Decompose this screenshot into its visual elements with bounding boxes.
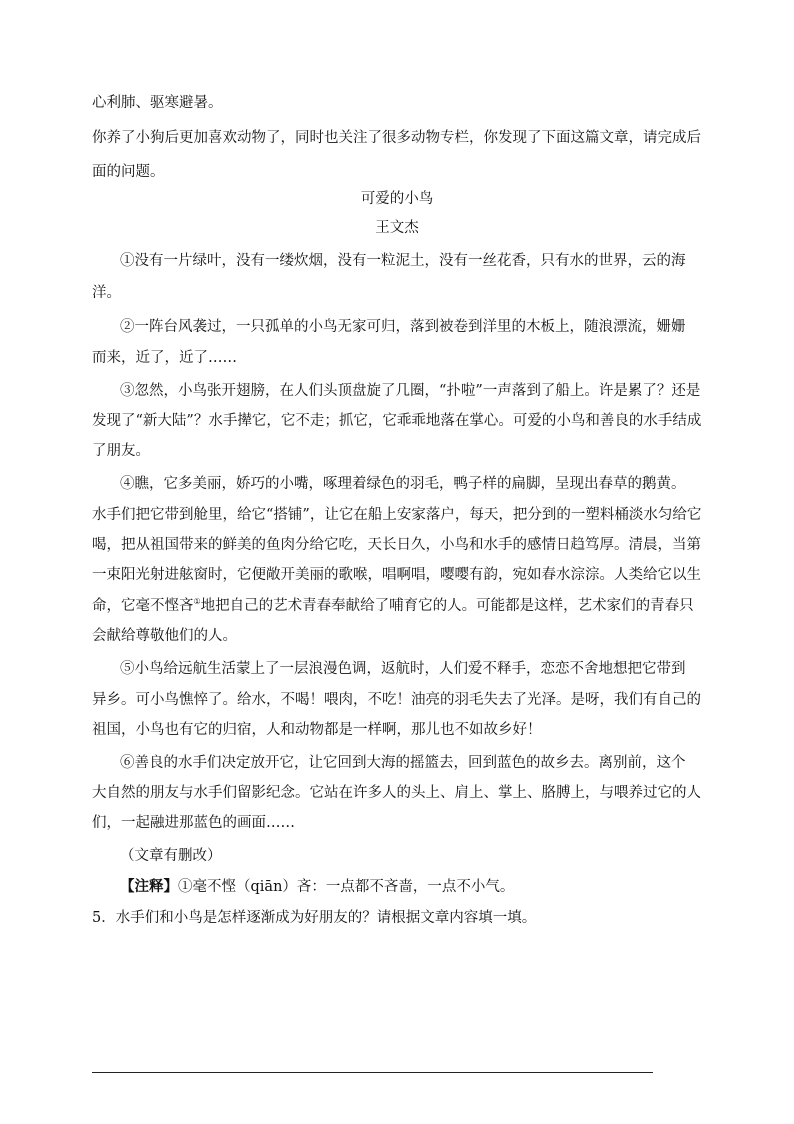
answer-line <box>92 1072 653 1073</box>
paragraph-2-line-1: ②一阵台风袭过，一只孤单的小鸟无家可归，落到被卷到洋里的木板上，随浪漂流，姗姗 <box>120 319 686 335</box>
paragraph-3-line-3: 了朋友。 <box>92 443 150 459</box>
paragraph-1-line-2: 洋。 <box>92 285 121 301</box>
intro-line-1: 心利肺、驱寒避暑。 <box>92 95 223 111</box>
paragraph-2-line-2: 而来，近了，近了…… <box>92 350 237 366</box>
article-author: 王文杰 <box>375 220 419 236</box>
paragraph-6-line-3: 们，一起融进那蓝色的画面…… <box>92 815 295 831</box>
intro-line-2-text: 你养了小狗后更加喜欢动物了，同时也关注了很多动物专栏，你发现了下面这篇文章，请完成后 <box>92 130 701 146</box>
paragraph-4-line-5 <box>92 596 694 616</box>
paragraph-5-line-1: ⑤小鸟给远航生活蒙上了一层浪漫色调，返航时，人们爱不释手，恋恋不舍地想把它带到 <box>120 661 686 677</box>
paragraph-6-line-1: ⑥善良的水手们决定放开它，让它回到大海的摇篮去，回到蓝色的故乡去。离别前，这个 <box>120 755 686 771</box>
paragraph-5-line-3: 祖国，小鸟也有它的归宿，人和动物都是一样啊，那儿也不如故乡好！ <box>92 722 542 738</box>
article-title: 可爱的小鸟 <box>360 191 434 207</box>
paragraph-6-line-2: 大自然的朋友与水手们留影纪念。它站在许多人的头上、肩上、掌上、胳膊上，与喂养过它的人 <box>92 785 701 801</box>
paragraph-4-line-5-a: 命，它毫不悭吝 <box>92 598 194 614</box>
paragraph-4-line-6: 会献给尊敬他们的人。 <box>92 628 237 644</box>
annotation-text: ①毫不悭（qiān）吝：一点都不吝啬，一点不小气。 <box>178 879 515 895</box>
paragraph-3-line-1: ③忽然，小鸟张开翅膀，在人们头顶盘旋了几圈，“扑啦”一声落到了船上。许是累了？还是 <box>120 383 701 399</box>
paragraph-5-line-2: 异乡。可小鸟憔悴了。给水，不喝！喂肉，不吃！油亮的羽毛失去了光泽。是呀，我们有自己的 <box>92 692 701 708</box>
intro-line-3: 面的问题。 <box>92 164 165 180</box>
annotation-label: 【注释】 <box>120 878 178 895</box>
footnote-marker: ① <box>193 597 201 607</box>
paragraph-4-line-3: 喝，把从祖国带来的鲜美的鱼肉分给它吃，天长日久，小鸟和水手的感情日趋笃厚。清晨，当第 <box>92 537 701 553</box>
paragraph-4-line-2: 水手们把它带到舱里，给它“搭铺”，让它在船上安家落户，每天，把分到的一塑料桶淡水匀给它 <box>92 507 702 523</box>
paragraph-4-line-1: ④瞧，它多美丽，娇巧的小嘴，啄理着绿色的羽毛，鸭子样的扁脚，呈现出春草的鹅黄。 <box>120 476 686 492</box>
question-5: 5．水手们和小鸟是怎样逐渐成为好朋友的？请根据文章内容填一填。 <box>92 910 537 926</box>
paragraph-4-line-5-b: 地把自己的艺术青春奉献给了哺育它的人。可能都是这样，艺术家们的青春只 <box>200 598 694 614</box>
paragraph-4-line-4: 一束阳光射进舷窗时，它便敞开美丽的歌喉，唱啊唱，嘤嘤有韵，宛如春水淙淙。人类给它以生 <box>92 567 701 583</box>
paragraph-3-line-2: 发现了“新大陆”？水手撵它，它不走；抓它，它乖乖地落在掌心。可爱的小鸟和善良的水手结成 <box>92 413 702 429</box>
paragraph-1-line-1: ①没有一片绿叶，没有一缕炊烟，没有一粒泥土，没有一丝花香，只有水的世界，云的海 <box>120 253 686 269</box>
edited-note: （文章有删改） <box>120 848 222 864</box>
intro-line-2 <box>92 128 704 148</box>
annotation <box>120 877 514 897</box>
